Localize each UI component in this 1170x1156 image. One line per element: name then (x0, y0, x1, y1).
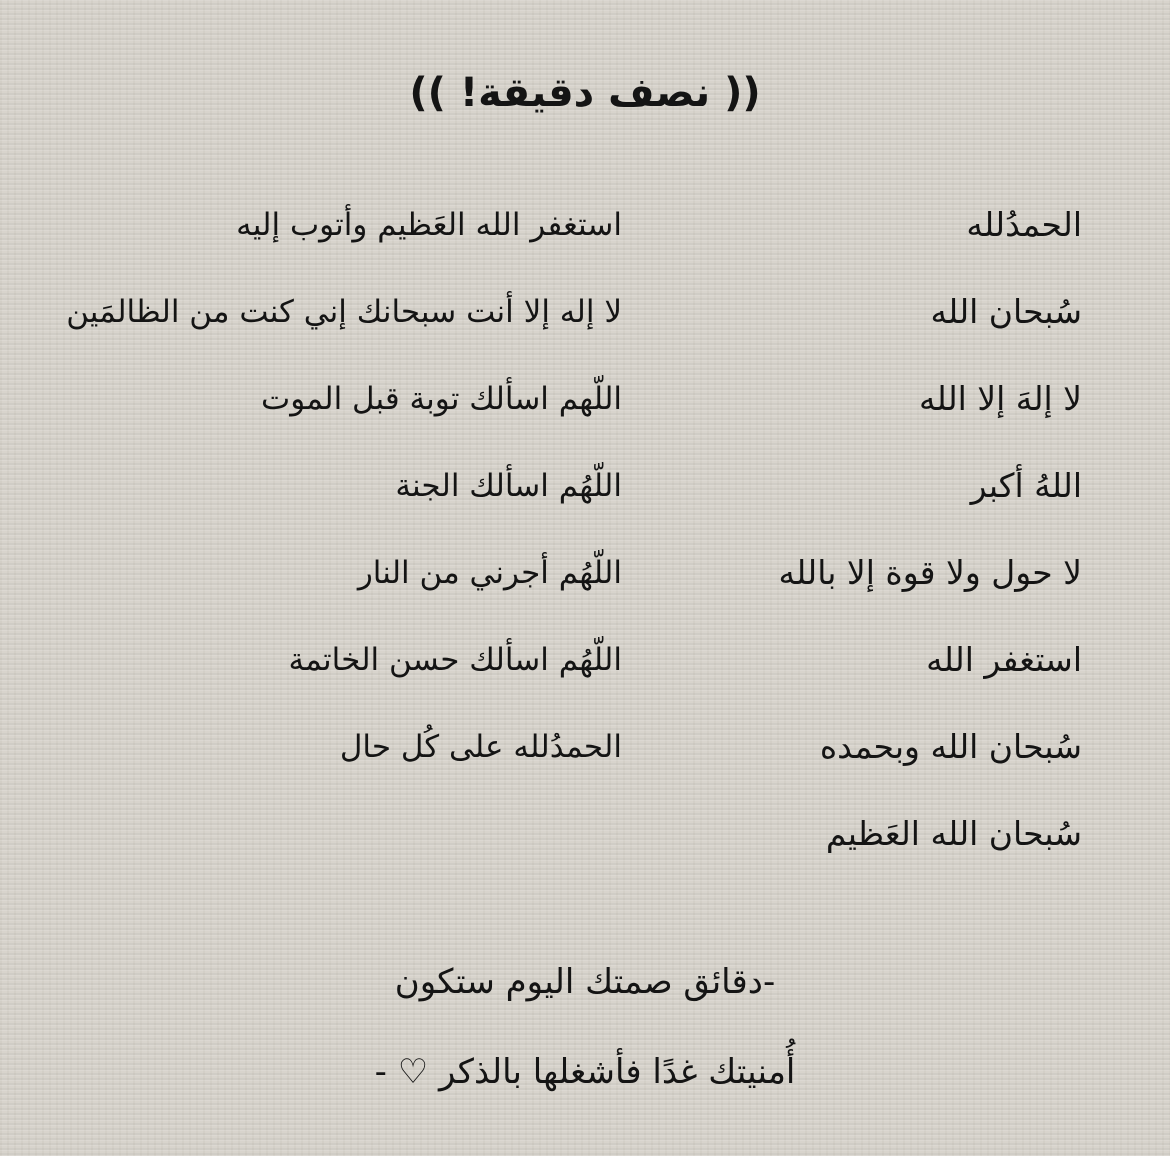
dhikr-item: سُبحان الله (930, 292, 1082, 331)
dhikr-item: استغفر الله العَظيم وأتوب إليه (236, 207, 622, 243)
dhikr-list-right (702, 190, 1082, 886)
dhikr-item: اللّهم اسألك توبة قبل الموت (261, 381, 622, 417)
dhikr-item: لا حول ولا قوة إلا بالله (778, 553, 1082, 592)
dhikr-item: اللهُ أكبر (970, 466, 1082, 505)
dhikr-item: لا إلهَ إلا الله (918, 379, 1082, 418)
dhikr-item: اللّهُم أجرني من النار (357, 555, 622, 591)
dhikr-item: استغفر الله (926, 640, 1082, 679)
dhikr-item: سُبحان الله وبحمده (819, 727, 1082, 766)
dhikr-item: سُبحان الله العَظيم (825, 814, 1082, 853)
dhikr-list-left (42, 190, 622, 799)
closing-line-2: أُمنيتك غدًا فأشغلها بالذكر ♡ - (374, 1052, 796, 1092)
page-title: (( نصف دقيقة! )) (409, 70, 761, 116)
dhikr-item: اللّهُم اسألك حسن الخاتمة (288, 642, 622, 678)
dhikr-item: الحمدُلله (966, 205, 1082, 244)
closing-line-1: -دقائق صمتك اليوم ستكون (394, 962, 776, 1002)
dhikr-item: لا إله إلا أنت سبحانك إني كنت من الظالمَين (66, 294, 622, 330)
dhikr-item: اللّهُم اسألك الجنة (395, 468, 622, 504)
dhikr-item: الحمدُلله على كُل حال (339, 729, 622, 765)
